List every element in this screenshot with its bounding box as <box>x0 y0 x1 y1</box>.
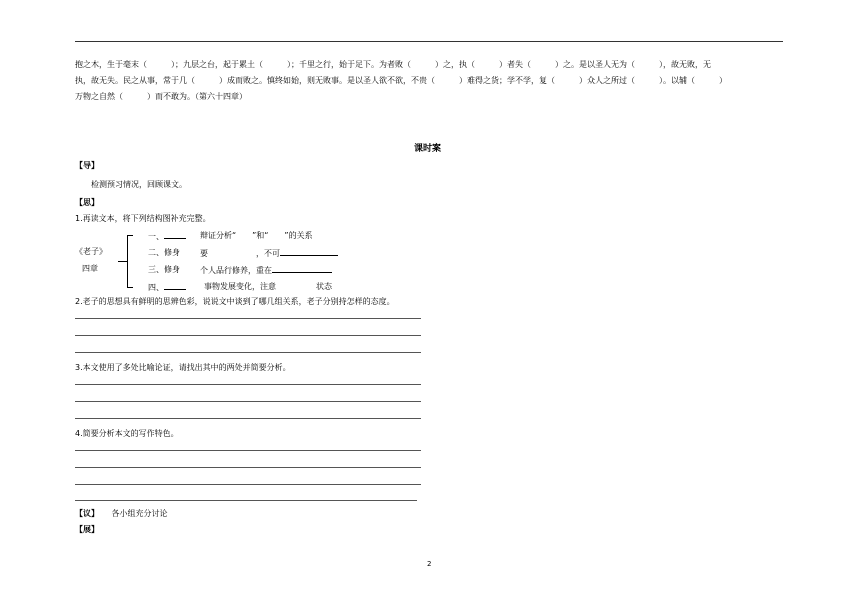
answer-line <box>75 401 421 402</box>
page-number: 2 <box>427 560 432 568</box>
diagram-root-subtitle: 四章 <box>82 264 98 273</box>
passage-line-2: 执，故无失。民之从事，常于几（ ）成而败之。慎终如始，则无败事。是以圣人欲不欲，不贵（ ）难得之货；学不学，复（ ）众人之所过（ ）。以辅（ ） <box>75 76 727 85</box>
passage-line-3: 万物之自然（ ）而不敢为。（第六十四章） <box>75 92 247 101</box>
diagram-row-1 <box>148 230 186 242</box>
row-1-num: 一、 <box>148 232 164 241</box>
row-4-blank <box>164 281 186 290</box>
diagram-brace <box>127 235 128 287</box>
row-1-blank <box>164 230 186 239</box>
diagram-row-4 <box>148 281 186 293</box>
page-title: 课时案 <box>414 144 442 154</box>
answer-line <box>75 484 421 485</box>
diagram-row-2: 二、修身 <box>148 248 180 257</box>
section-yi <box>75 508 168 519</box>
answer-line <box>75 467 421 468</box>
brace-tick-top <box>127 235 133 236</box>
row-2-blank <box>280 247 338 256</box>
answer-line <box>75 418 421 419</box>
section-zhan-heading: 【展】 <box>75 525 99 534</box>
answer-line <box>75 335 421 336</box>
brace-tick-bottom <box>127 287 133 288</box>
row-4-num: 四、 <box>148 283 164 292</box>
question-1: 1.再读文本，将下列结构图补充完整。 <box>75 214 211 223</box>
answer-line <box>75 500 417 501</box>
row-1-desc: 辩证分析“ ”和“ ”的关系 <box>200 231 313 240</box>
passage-line-1: 抱之木，生于毫末（ ）；九层之台，起于累土（ ）；千里之行，始于足下。为者败（ ）之，执（ ）者失（ ）之。是以圣人无为（ ），故无败，无 <box>75 60 711 69</box>
brace-tick-mid <box>118 261 127 262</box>
answer-line <box>75 450 421 451</box>
row-3-blank <box>272 264 332 273</box>
answer-line <box>75 352 421 353</box>
top-rule <box>75 41 783 42</box>
section-dao-text: 检测预习情况，回顾课文。 <box>91 180 187 189</box>
answer-line <box>75 318 421 319</box>
question-4: 4.简要分析本文的写作特色。 <box>75 429 179 438</box>
section-yi-heading: 【议】 <box>75 509 99 518</box>
section-yi-text: 各小组充分讨论 <box>111 509 168 518</box>
question-3: 3.本文使用了多处比喻论证，请找出其中的两处并简要分析。 <box>75 363 291 372</box>
row-4-desc: 事物发展变化，注意 状态 <box>204 282 332 291</box>
section-si-heading: 【思】 <box>75 198 99 207</box>
diagram-root-title: 《老子》 <box>75 247 107 256</box>
answer-line <box>75 384 421 385</box>
question-2: 2.老子的思想具有鲜明的思辨色彩，说说文中谈到了哪几组关系，老子分别持怎样的态度。 <box>75 297 395 306</box>
diagram-row-3: 三、修身 <box>148 265 180 274</box>
row-2-desc: 要 ，不可 <box>200 247 338 259</box>
section-dao-heading: 【导】 <box>75 161 99 170</box>
row-3-desc: 个人品行修养，重在 <box>200 264 332 276</box>
